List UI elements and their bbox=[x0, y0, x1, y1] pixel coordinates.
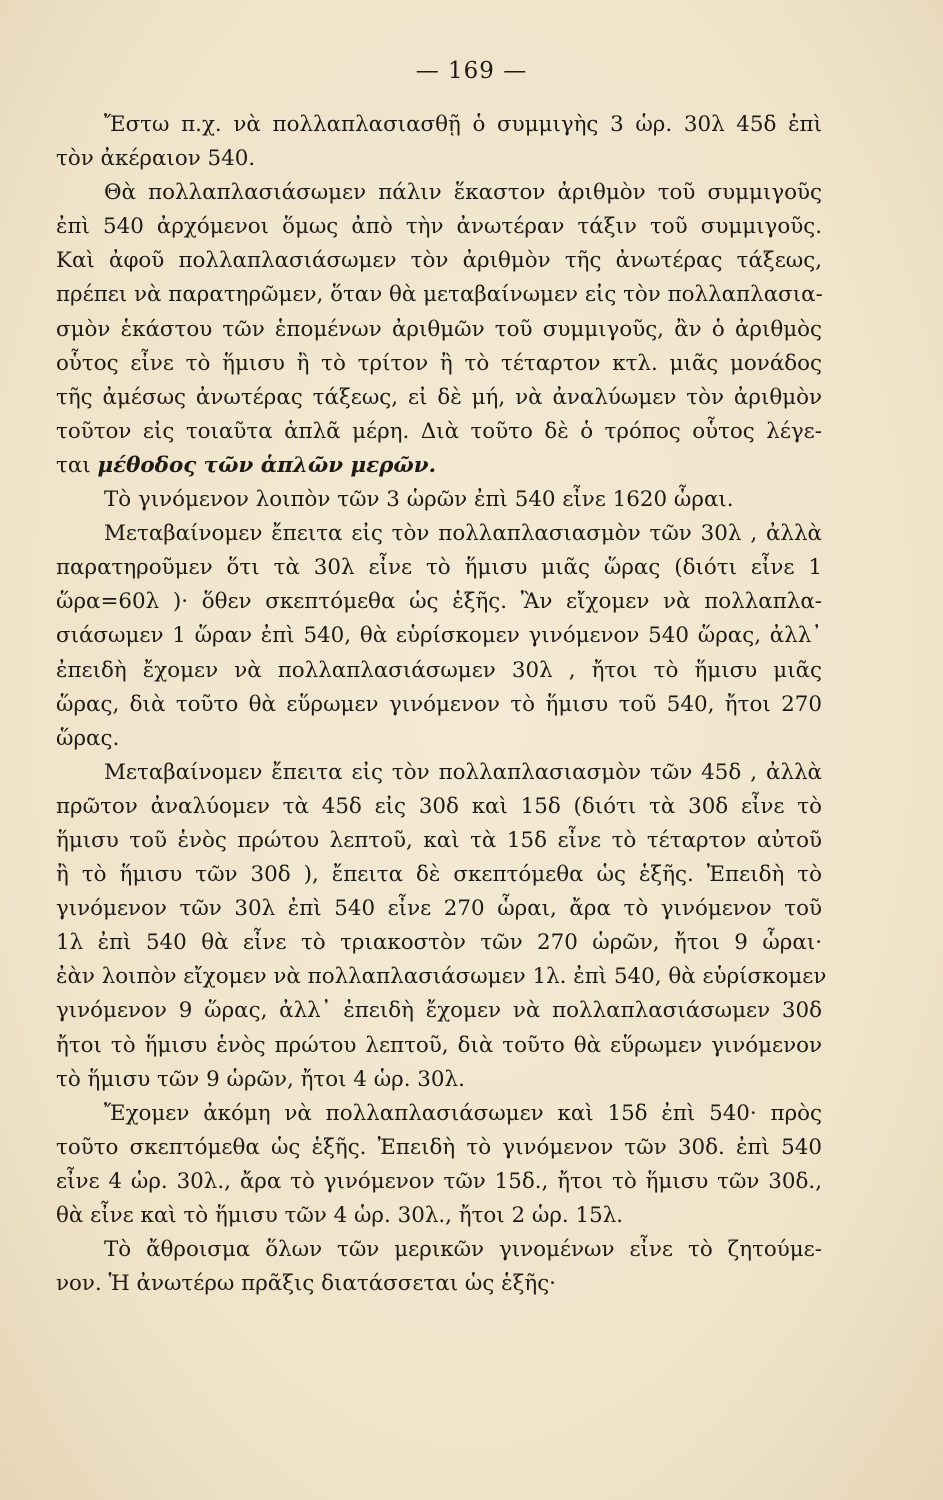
text-line bbox=[56, 278, 822, 312]
line-text: ὥρας, διὰ τοῦτο θὰ εὕρωμεν γινόμενον τὸ ἥμισυ τοῦ 540, ἤτοι 270 bbox=[56, 691, 822, 717]
text-line bbox=[56, 210, 822, 244]
line-text: Ἔχομεν ἀκόμη νὰ πολλαπλασιάσωμεν καὶ 15δ ἐπὶ 540· πρὸς bbox=[104, 1100, 822, 1126]
line-text: Τὸ γινόμενον λοιπὸν τῶν 3 ὡρῶν ἐπὶ 540 εἶνε 1620 ὧραι. bbox=[104, 487, 734, 513]
line-text: τὸ ἥμισυ τῶν 9 ὡρῶν, ἤτοι 4 ὡρ. 30λ. bbox=[56, 1066, 465, 1092]
line-text: ἐὰν λοιπὸν εἴχομεν νὰ πολλαπλασιάσωμεν 1λ. ἐπὶ 540, θὰ εὑρίσκομεν bbox=[56, 964, 827, 990]
line-text: τοῦτο σκεπτόμεθα ὡς ἑξῆς. Ἐπειδὴ τὸ γινόμενον τῶν 30δ. ἐπὶ 540 bbox=[56, 1134, 822, 1160]
text-line bbox=[56, 244, 822, 278]
line-text: νον. Ἡ ἀνωτέρω πρᾶξις διατάσσεται ὡς ἑξῆς· bbox=[56, 1271, 556, 1297]
line-text: πρῶτον ἀναλύομεν τὰ 45δ εἰς 30δ καὶ 15δ (διότι τὰ 30δ εἶνε τὸ bbox=[56, 793, 822, 819]
line-text: Μεταβαίνομεν ἔπειτα εἰς τὸν πολλαπλασιασμὸν τῶν 45δ , ἀλλὰ bbox=[104, 759, 822, 785]
text-line bbox=[56, 960, 827, 994]
text-line bbox=[56, 142, 822, 176]
line-text: ἢ τὸ ἥμισυ τῶν 30δ ), ἔπειτα δὲ σκεπτόμεθα ὡς ἑξῆς. Ἐπειδὴ τὸ bbox=[56, 862, 822, 888]
text-line bbox=[56, 415, 822, 449]
text-line bbox=[56, 926, 822, 960]
line-text: ὥρα=60λ )· ὅθεν σκεπτόμεθα ὡς ἑξῆς. Ἂν εἴχομεν νὰ πολλαπλα- bbox=[56, 589, 822, 615]
text-line bbox=[56, 1063, 822, 1097]
text-line bbox=[56, 790, 822, 824]
text-line bbox=[56, 483, 822, 517]
line-text: πρέπει νὰ παρατηρῶμεν, ὅταν θὰ μεταβαίνωμεν εἰς τὸν πολλαπλασια- bbox=[56, 282, 823, 308]
text-line bbox=[56, 1165, 822, 1199]
body-text bbox=[56, 108, 827, 1301]
text-line bbox=[56, 108, 822, 142]
text-line bbox=[56, 892, 822, 926]
text-line bbox=[56, 313, 822, 347]
line-text: ται bbox=[56, 452, 91, 478]
text-line bbox=[56, 347, 822, 381]
text-line bbox=[56, 517, 822, 551]
text-line bbox=[56, 176, 822, 210]
line-text: ἐπὶ 540 ἀρχόμενοι ὅμως ἀπὸ τὴν ἀνωτέραν τάξιν τοῦ συμμιγοῦς. bbox=[56, 214, 822, 240]
line-text: σιάσωμεν 1 ὥραν ἐπὶ 540, θὰ εὑρίσκομεν γινόμενον 540 ὥρας, ἀλλ᾽ bbox=[56, 623, 822, 649]
text-line bbox=[56, 654, 822, 688]
line-text: γινόμενον τῶν 30λ ἐπὶ 540 εἶνε 270 ὧραι, ἄρα τὸ γινόμενον τοῦ bbox=[56, 896, 822, 922]
text-line bbox=[56, 551, 822, 585]
line-text: Ἔστω π.χ. νὰ πολλαπλασιασθῇ ὁ συμμιγὴς 3 ὡρ. 30λ 45δ ἐπὶ bbox=[104, 112, 822, 137]
text-line bbox=[56, 1199, 822, 1233]
line-text: Τὸ ἄθροισμα ὅλων τῶν μερικῶν γινομένων εἶνε τὸ ζητούμε- bbox=[104, 1237, 822, 1263]
text-line bbox=[56, 619, 822, 653]
line-text: παρατηροῦμεν ὅτι τὰ 30λ εἶνε τὸ ἥμισυ μιᾶς ὥρας (διότι εἶνε 1 bbox=[56, 555, 822, 581]
text-line bbox=[56, 994, 822, 1028]
line-text: 1λ ἐπὶ 540 θὰ εἶνε τὸ τριακοστὸν τῶν 270 ὡρῶν, ἤτοι 9 ὧραι· bbox=[56, 930, 822, 956]
text-line bbox=[56, 1097, 822, 1131]
text-line bbox=[56, 824, 822, 858]
line-text: ὥρας. bbox=[56, 725, 120, 751]
line-text: ἥμισυ τοῦ ἑνὸς πρώτου λεπτοῦ, καὶ τὰ 15δ εἶνε τὸ τέταρτον αὐτοῦ bbox=[56, 827, 822, 853]
emphasized-term: μέθοδος τῶν ἁπλῶν μερῶν. bbox=[97, 452, 437, 478]
line-text: Καὶ ἀφοῦ πολλαπλασιάσωμεν τὸν ἀριθμὸν τῆς ἀνωτέρας τάξεως, bbox=[56, 248, 822, 274]
line-text: Θὰ πολλαπλασιάσωμεν πάλιν ἕκαστον ἀριθμὸν τοῦ συμμιγοῦς bbox=[104, 180, 822, 206]
text-line bbox=[56, 1267, 822, 1301]
line-text: οὗτος εἶνε τὸ ἥμισυ ἢ τὸ τρίτον ἢ τὸ τέταρτον κτλ. μιᾶς μονάδος bbox=[56, 350, 822, 376]
line-text: ἐπειδὴ ἔχομεν νὰ πολλαπλασιάσωμεν 30λ , ἤτοι τὸ ἥμισυ μιᾶς bbox=[56, 657, 822, 683]
line-text: τῆς ἀμέσως ἀνωτέρας τάξεως, εἰ δὲ μή, νὰ ἀναλύωμεν τὸν ἀριθμὸν bbox=[56, 384, 822, 410]
text-line bbox=[56, 722, 822, 756]
text-line bbox=[56, 585, 822, 619]
line-text: γινόμενον 9 ὥρας, ἀλλ᾽ ἐπειδὴ ἔχομεν νὰ πολλαπλασιάσωμεν 30δ bbox=[56, 998, 822, 1024]
line-text: Μεταβαίνομεν ἔπειτα εἰς τὸν πολλαπλασιασμὸν τῶν 30λ , ἀλλὰ bbox=[104, 521, 822, 547]
text-line bbox=[56, 1029, 822, 1063]
line-text: τοῦτον εἰς τοιαῦτα ἁπλᾶ μέρη. Διὰ τοῦτο δὲ ὁ τρόπος οὗτος λέγε- bbox=[56, 418, 822, 444]
line-text: τὸν ἀκέραιον 540. bbox=[56, 146, 256, 172]
text-line bbox=[56, 1131, 822, 1165]
text-line bbox=[56, 381, 822, 415]
text-line bbox=[56, 756, 822, 790]
page-number: — 169 — bbox=[415, 58, 528, 84]
text-line bbox=[56, 449, 822, 483]
text-line bbox=[56, 858, 822, 892]
line-text: εἶνε 4 ὡρ. 30λ., ἄρα τὸ γινόμενον τῶν 15δ., ἤτοι τὸ ἥμισυ τῶν 30δ., bbox=[56, 1168, 822, 1194]
line-text: σμὸν ἑκάστου τῶν ἑπομένων ἀριθμῶν τοῦ συμμιγοῦς, ἂν ὁ ἀριθμὸς bbox=[56, 316, 822, 342]
line-text: θὰ εἶνε καὶ τὸ ἥμισυ τῶν 4 ὡρ. 30λ., ἤτοι 2 ὡρ. 15λ. bbox=[56, 1203, 624, 1228]
line-text: ἤτοι τὸ ἥμισυ ἑνὸς πρώτου λεπτοῦ, διὰ τοῦτο θὰ εὕρωμεν γινόμενον bbox=[56, 1032, 822, 1058]
text-line bbox=[56, 1233, 822, 1267]
text-line bbox=[56, 688, 822, 722]
